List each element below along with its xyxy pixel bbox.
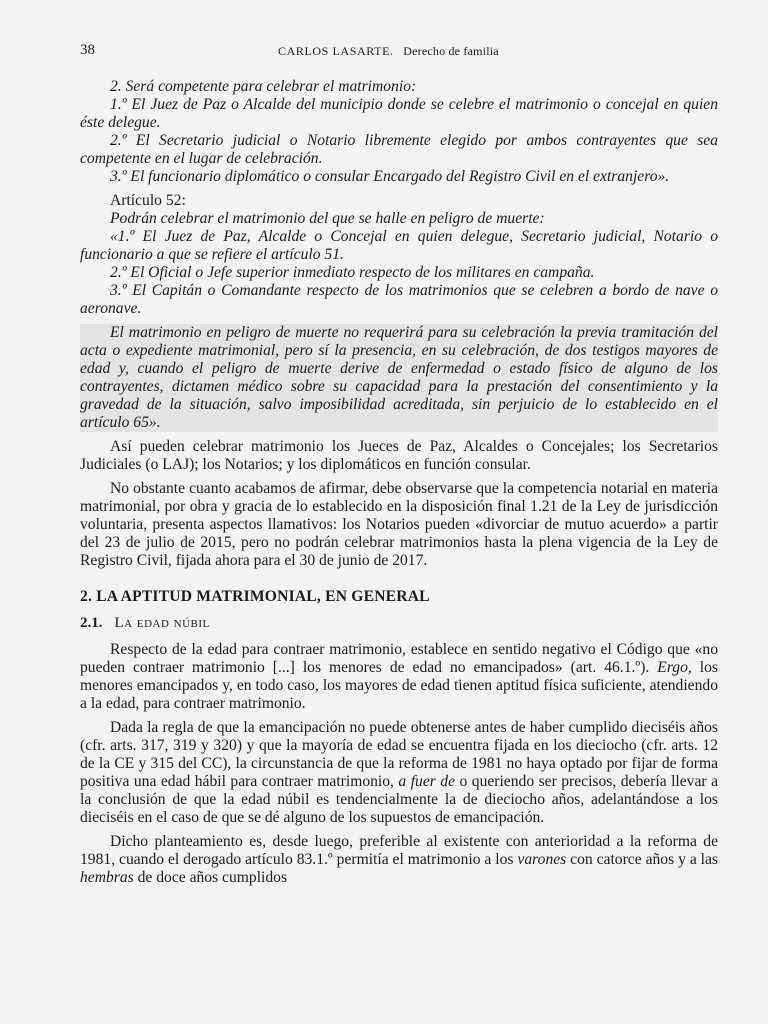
subsection-number: 2.1. xyxy=(80,615,103,631)
paragraph: Así pueden celebrar matrimonio los Jueces de Paz, Alcaldes o Concejales; los Secretarios Judiciales (o LAJ); los Notarios; y los diplomáticos en función consular. xyxy=(80,438,718,473)
list-item: 3.º El funcionario diplomático o consular Encargado del Registro Civil en el extranjero». xyxy=(110,168,670,185)
author-name: CARLOS LASARTE. xyxy=(278,44,394,58)
emphasis: Ergo, xyxy=(657,659,692,676)
article-text: Podrán celebrar el matrimonio del que se halle en peligro de muerte: xyxy=(110,210,545,227)
paragraph: No obstante cuanto acabamos de afirmar, debe observarse que la competencia notarial en materia matrimonial, por obra y gracia de lo establecido en la disposición final 1.21 de la Ley de jurisdicción voluntaria, presenta aspectos llamativos: los Notarios pueden «divorciar de mutuo acuerdo» a partir del 23 de julio de 2015, pero no podrán celebrar matrimonios hasta la plena vigencia de la Ley de Registro Civil, fijada ahora para el 30 de junio de 2017. xyxy=(80,480,718,569)
emphasis: varones xyxy=(517,851,567,868)
list-item: 2.º El Oficial o Jefe superior inmediato respecto de los militares en campaña. xyxy=(110,264,595,281)
article-text: El matrimonio en peligro de muerte no requerirá para su celebración la previa tramitación del acta o expediente matrimonial, pero sí la presencia, en su celebración, de dos testigos mayores de edad y, cuando el peligro de muerte derive de enfermedad o estado físico de alguno de los contrayentes, dictamen médico sobre su capacidad para la prestación del consentimiento y la gravedad de la situación, salvo imposibilidad acreditada, sin perjuicio de lo establecido en el artículo 65». xyxy=(80,324,718,431)
page-body xyxy=(80,78,718,887)
page-number: 38 xyxy=(80,42,95,58)
subsection-title: La edad núbil xyxy=(114,615,210,631)
list-item: 2.º El Secretario judicial o Notario libremente elegido por ambos contrayentes que sea competente en el lugar de celebración. xyxy=(80,132,718,167)
list-item: 3.º El Capitán o Comandante respecto de los matrimonios que se celebren a bordo de nave o aeronave. xyxy=(80,282,718,317)
list-item: 1.º El Juez de Paz o Alcalde del municipio donde se celebre el matrimonio o concejal en quien éste delegue. xyxy=(80,96,718,131)
paragraph: Dicho planteamiento es, desde luego, preferible al existente con anterioridad a la reforma de 1981, cuando el derogado artículo 83.1.º permitía el matrimonio a los varones con catorce años y a las hembras de doce años cumplidos xyxy=(80,833,718,886)
book-title: Derecho de familia xyxy=(403,44,499,58)
paragraph-competence: 2. Será competente para celebrar el matrimonio: xyxy=(110,78,417,95)
emphasis: hembras xyxy=(80,869,134,886)
running-title xyxy=(278,44,499,59)
list-item: «1.º El Juez de Paz, Alcalde o Concejal en quien delegue, Secretario judicial, Notario o funcionario a que se refiere el artículo 51. xyxy=(80,228,718,263)
emphasis: a fuer de xyxy=(398,773,456,790)
section-heading: 2. LA APTITUD MATRIMONIAL, EN GENERAL xyxy=(80,588,430,605)
running-header xyxy=(80,42,720,62)
paragraph: Respecto de la edad para contraer matrimonio, establece en sentido negativo el Código que «no pueden contraer matrimonio [...] los menores de edad no emancipados» (art. 46.1.º). Ergo, los menores emancipados y, en todo caso, los mayores de edad tienen aptitud física suficiente, atendiendo a la edad, para contraer matrimonio. xyxy=(80,641,718,712)
subsection-heading xyxy=(80,614,718,633)
paragraph: Dada la regla de que la emancipación no puede obtenerse antes de haber cumplido dieciséis años (cfr. arts. 317, 319 y 320) y que la mayoría de edad se encuentra fijada en los dieciocho (cfr. arts. 12 de la CE y 315 del CC), la circunstancia de que la reforma de 1981 no haya optado por fijar de forma positiva una edad hábil para contraer matrimonio, a fuer de o queriendo ser precisos, debería llevar a la conclusión de que la edad núbil es tendencialmente la de dieciocho años, adelantándose a los dieciséis en el caso de que se dé alguno de los supuestos de emancipación. xyxy=(80,719,718,826)
article-label: Artículo 52: xyxy=(110,192,186,209)
